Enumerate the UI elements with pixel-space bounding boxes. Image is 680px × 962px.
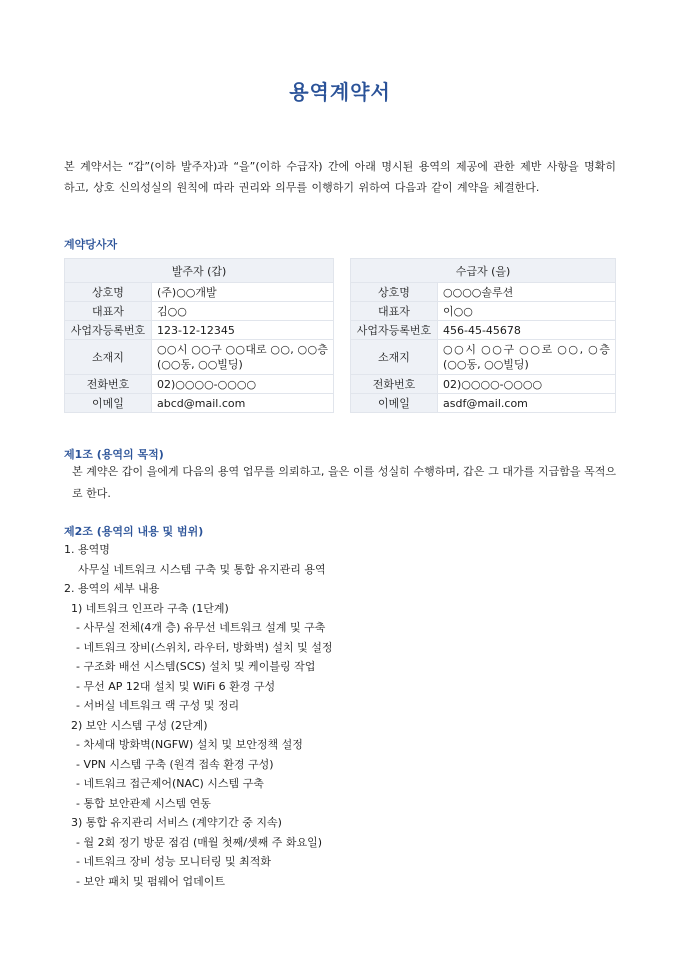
contractor-email: asdf@mail.com bbox=[438, 394, 616, 413]
client-header: 발주자 (갑) bbox=[65, 259, 334, 283]
client-company: (주)○○개발 bbox=[152, 283, 334, 302]
article2-heading: 제2조 (용역의 내용 및 범위) bbox=[64, 525, 204, 538]
contractor-table bbox=[350, 258, 616, 413]
label-ceo: 대표자 bbox=[65, 302, 152, 321]
label-bizno: 사업자등록번호 bbox=[351, 321, 438, 340]
intro-paragraph: 본 계약서는 “갑”(이하 발주자)과 “을”(이하 수급자) 간에 아래 명시된 용역의 제공에 관한 제반 사항을 명확히 하고, 상호 신의성실의 원칙에 따라 권리와 의무를 이행하기 위하여 다음과 같이 계약을 체결한다. bbox=[64, 160, 616, 194]
client-phone: 02)○○○○-○○○○ bbox=[152, 375, 334, 394]
article1-heading: 제1조 (용역의 목적) bbox=[64, 448, 164, 461]
contractor-address: ○○시 ○○구 ○○로 ○○, ○층(○○동, ○○빌딩) bbox=[438, 340, 616, 375]
contractor-ceo: 이○○ bbox=[438, 302, 616, 321]
list-item: - 네트워크 장비 성능 모니터링 및 최적화 bbox=[76, 855, 271, 868]
label-bizno: 사업자등록번호 bbox=[65, 321, 152, 340]
list-item: - 네트워크 장비(스위치, 라우터, 방화벽) 설치 및 설정 bbox=[76, 640, 333, 654]
list-item: 2) 보안 시스템 구성 (2단계) bbox=[71, 718, 208, 732]
list-item: - 월 2회 정기 방문 점검 (매월 첫째/셋째 주 화요일) bbox=[76, 835, 322, 849]
client-table bbox=[64, 258, 334, 413]
client-bizno: 123-12-12345 bbox=[152, 321, 334, 340]
label-address: 소재지 bbox=[351, 340, 438, 375]
contractor-phone: 02)○○○○-○○○○ bbox=[438, 375, 616, 394]
article2-list bbox=[64, 540, 616, 891]
list-item: - 구조화 배선 시스템(SCS) 설치 및 케이블링 작업 bbox=[76, 660, 316, 673]
list-item: - 서버실 네트워크 랙 구성 및 정리 bbox=[76, 699, 240, 712]
contractor-bizno: 456-45-45678 bbox=[438, 321, 616, 340]
client-address: ○○시 ○○구 ○○대로 ○○, ○○층 (○○동, ○○빌딩) bbox=[152, 340, 334, 375]
client-ceo: 김○○ bbox=[152, 302, 334, 321]
label-company: 상호명 bbox=[351, 283, 438, 302]
contractor-header: 수급자 (을) bbox=[351, 259, 616, 283]
label-ceo: 대표자 bbox=[351, 302, 438, 321]
label-address: 소재지 bbox=[65, 340, 152, 375]
list-item: 사무실 네트워크 시스템 구축 및 통합 유지관리 용역 bbox=[78, 562, 326, 576]
list-item: - 사무실 전체(4개 층) 유무선 네트워크 설계 및 구축 bbox=[76, 621, 326, 634]
document-title: 용역계약서 bbox=[289, 80, 391, 104]
client-email: abcd@mail.com bbox=[152, 394, 334, 413]
contractor-company: ○○○○솔루션 bbox=[438, 283, 616, 302]
list-item: - 차세대 방화벽(NGFW) 설치 및 보안정책 설정 bbox=[76, 738, 303, 751]
label-phone: 전화번호 bbox=[65, 375, 152, 394]
article1-text: 본 계약은 갑이 을에게 다음의 용역 업무를 의뢰하고, 을은 이를 성실히 수행하며, 갑은 그 대가를 지급함을 목적으로 한다. bbox=[72, 465, 616, 500]
list-item: - 무선 AP 12대 설치 및 WiFi 6 환경 구성 bbox=[76, 679, 276, 693]
label-phone: 전화번호 bbox=[351, 375, 438, 394]
list-item: - 네트워크 접근제어(NAC) 시스템 구축 bbox=[76, 777, 264, 790]
parties-heading: 계약당사자 bbox=[64, 238, 118, 251]
list-item: 1) 네트워크 인프라 구축 (1단계) bbox=[71, 601, 229, 615]
list-item: 2. 용역의 세부 내용 bbox=[64, 582, 160, 595]
label-email: 이메일 bbox=[65, 394, 152, 413]
list-item: 3) 통합 유지관리 서비스 (계약기간 중 지속) bbox=[71, 816, 282, 829]
label-company: 상호명 bbox=[65, 283, 152, 302]
label-email: 이메일 bbox=[351, 394, 438, 413]
list-item: 1. 용역명 bbox=[64, 543, 110, 556]
list-item: - VPN 시스템 구축 (원격 접속 환경 구성) bbox=[76, 757, 274, 771]
list-item: - 보안 패치 및 펌웨어 업데이트 bbox=[76, 874, 225, 888]
list-item: - 통합 보안관제 시스템 연동 bbox=[76, 796, 211, 810]
